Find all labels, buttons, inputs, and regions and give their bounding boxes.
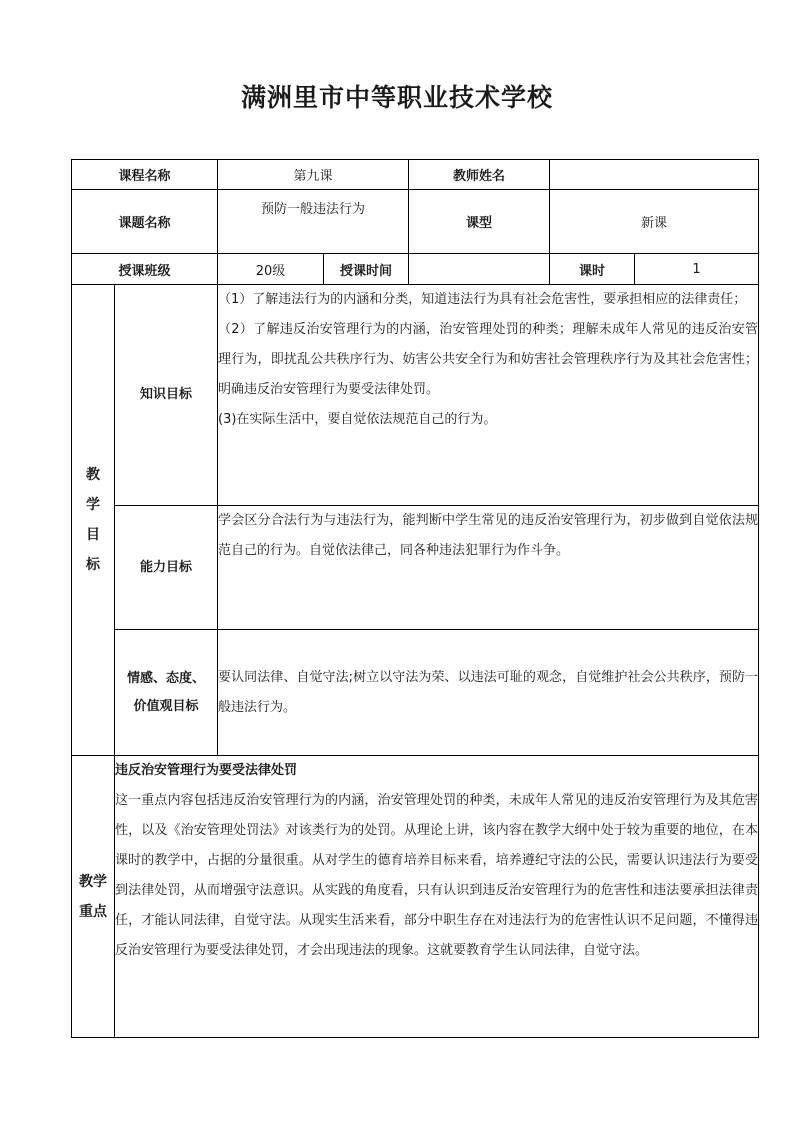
knowledge-objective-line: （2）了解违反治安管理行为的内涵，治安管理处罚的种类；理解未成年人常见的违反治安管理行为，即扰乱公共秩序行为、妨害公共安全行为和妨害社会管理秩序行为及其社会危害性；明确违反治安管理行为要受法律处罚。 [218,322,759,397]
time-label: 授课时间 [324,254,409,285]
emotion-objective-label [115,630,218,756]
hours-label: 课时 [550,254,635,285]
knowledge-objective-row [72,285,759,506]
topic-label: 课题名称 [72,190,218,254]
emotion-objective-row [72,630,759,756]
key-point-label [72,756,115,1038]
course-value: 第九课 [218,160,409,190]
class-label: 授课班级 [72,254,218,285]
course-row [72,160,759,190]
class-row [72,254,759,285]
teacher-value [550,160,759,190]
lesson-plan-table [71,159,759,1038]
knowledge-objective-line: (3)在实际生活中，要自觉依法规范自己的行为。 [218,412,497,427]
ability-objective-row [72,506,759,630]
ability-objective-text: 学会区分合法行为与违法行为，能判断中学生常见的违反治安管理行为，初步做到自觉依法规范自己的行为。自觉依法律己，同各种违法犯罪行为作斗争。 [218,506,759,630]
emotion-objective-text: 要认同法律、自觉守法;树立以守法为荣、以违法可耻的观念，自觉维护社会公共秩序，预防一般违法行为。 [218,630,759,756]
objectives-char-4: 标 [86,557,100,573]
objectives-char-1: 教 [86,467,100,483]
key-point-label-line-2: 重点 [79,903,107,920]
hours-value: 1 [635,254,759,285]
emotion-label-line-2: 价值观目标 [133,698,199,714]
topic-row [72,190,759,254]
type-value: 新课 [550,190,759,254]
objectives-char-2: 学 [86,497,100,513]
knowledge-objective-label: 知识目标 [115,285,218,506]
time-value [409,254,550,285]
emotion-label-line-1: 情感、态度、 [127,670,206,686]
class-value: 20级 [218,254,324,285]
key-point-row [72,756,759,1038]
knowledge-objective-text [218,285,759,506]
type-label: 课型 [409,190,550,254]
teacher-label: 教师姓名 [409,160,550,190]
key-point-label-line-1: 教学 [79,873,107,890]
key-point-text: 这一重点内容包括违反治安管理行为的内涵，治安管理处罚的种类，未成年人常见的违反治安管理行为及其危害性，以及《治安管理处罚法》对该类行为的处罚。从理论上讲，该内容在教学大纲中处于较为重要的地位，在本课时的教学中，占据的分量很重。从对学生的德育培养目标来看，培养遵纪守法的公民，需要认识违法行为要受到法律处罚，从而增强守法意识。从实践的角度看，只有认识到违反治安管理行为的危害性和违法要承担法律责任，才能认同法律，自觉守法。从现实生活来看，部分中职生存在对违法行为的危害性认识不足问题，不懂得违反治安管理行为要受法律处罚，才会出现违法的现象。这就要教育学生认同法律，自觉守法。 [115,793,759,958]
knowledge-objective-line: （1）了解违法行为的内涵和分类，知道违法行为具有社会危害性，要承担相应的法律责任； [218,292,747,307]
ability-objective-label: 能力目标 [115,506,218,630]
course-label: 课程名称 [72,160,218,190]
key-point-content [115,756,759,1038]
key-point-title: 违反治安管理行为要受法律处罚 [115,763,298,778]
topic-value: 预防一般违法行为 [218,190,409,254]
page-title: 满洲里市中等职业技术学校 [240,83,553,112]
objectives-char-3: 目 [86,527,100,543]
objectives-section-label [72,285,115,756]
